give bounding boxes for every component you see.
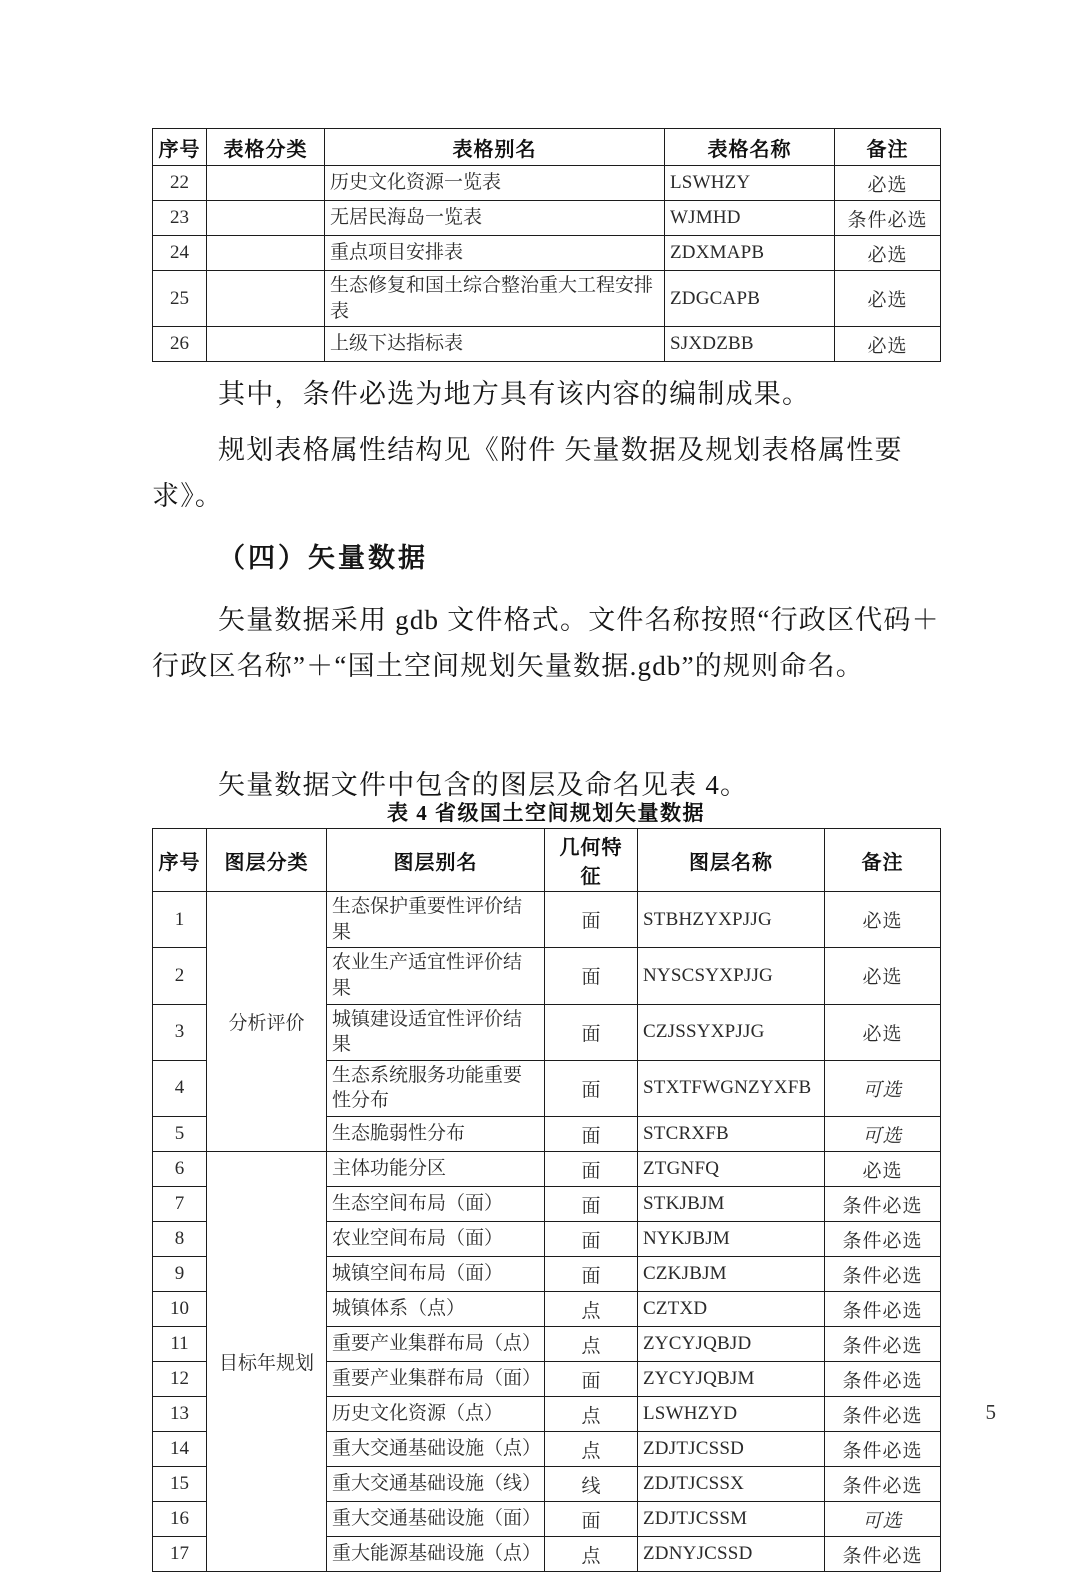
- cell-index: 17: [153, 1537, 207, 1572]
- cell-note: 条件必选: [825, 1537, 941, 1572]
- cell-index: 14: [153, 1432, 207, 1467]
- paragraph-layer-reference: 矢量数据文件中包含的图层及命名见表 4。: [218, 770, 749, 800]
- cell-layer-name: ZDJTJCSSX: [638, 1467, 825, 1502]
- cell-note: 可选: [825, 1502, 941, 1537]
- cell-note: 条件必选: [825, 1222, 941, 1257]
- cell-layer-name: WJMHD: [665, 201, 835, 236]
- table-vector-layers-caption: 表 4 省级国土空间规划矢量数据: [387, 801, 705, 825]
- cell-alias: 生态保护重要性评价结果: [327, 892, 545, 948]
- cell-layer-name: ZTGNFQ: [638, 1152, 825, 1187]
- cell-geometry: 点: [545, 1397, 638, 1432]
- cell-alias: 生态脆弱性分布: [327, 1117, 545, 1152]
- header-cell-index: 序号: [153, 829, 207, 892]
- table-spec-forms-body: [153, 129, 941, 362]
- cell-index: 26: [153, 327, 207, 362]
- cell-note: 条件必选: [825, 1187, 941, 1222]
- cell-note: 可选: [825, 1117, 941, 1152]
- header-cell-name: 表格名称: [665, 129, 835, 166]
- cell-index: 5: [153, 1117, 207, 1152]
- cell-index: 13: [153, 1397, 207, 1432]
- cell-note: 条件必选: [835, 201, 941, 236]
- header-cell-class: 图层分类: [207, 829, 327, 892]
- cell-class: [207, 271, 325, 327]
- cell-alias: 主体功能分区: [327, 1152, 545, 1187]
- header-cell-name: 图层名称: [638, 829, 825, 892]
- cell-alias: 重要产业集群布局（面）: [327, 1362, 545, 1397]
- cell-index: 16: [153, 1502, 207, 1537]
- cell-alias: 生态空间布局（面）: [327, 1187, 545, 1222]
- cell-alias: 城镇建设适宜性评价结果: [327, 1004, 545, 1060]
- cell-note: 必选: [825, 1004, 941, 1060]
- cell-note: 条件必选: [825, 1362, 941, 1397]
- table-row: [153, 327, 941, 362]
- cell-geometry: 面: [545, 1152, 638, 1187]
- cell-index: 10: [153, 1292, 207, 1327]
- cell-geometry: 面: [545, 1060, 638, 1116]
- cell-layer-name: NYSCSYXPJJG: [638, 948, 825, 1004]
- table-row: [153, 236, 941, 271]
- cell-layer-name: LSWHZY: [665, 166, 835, 201]
- cell-layer-name: STKJBJM: [638, 1187, 825, 1222]
- cell-index: 8: [153, 1222, 207, 1257]
- cell-geometry: 点: [545, 1537, 638, 1572]
- table-row: [153, 1152, 941, 1187]
- cell-geometry: 点: [545, 1432, 638, 1467]
- cell-index: 1: [153, 892, 207, 948]
- header-cell-class: 表格分类: [207, 129, 325, 166]
- cell-layer-name: ZDGCAPB: [665, 271, 835, 327]
- cell-layer-name: STCRXFB: [638, 1117, 825, 1152]
- cell-alias: 重大能源基础设施（点）: [327, 1537, 545, 1572]
- header-cell-note: 备注: [825, 829, 941, 892]
- cell-layer-name: ZDXMAPB: [665, 236, 835, 271]
- header-cell-geometry: 几何特征: [545, 829, 638, 892]
- cell-note: 条件必选: [825, 1432, 941, 1467]
- cell-geometry: 面: [545, 1502, 638, 1537]
- cell-layer-name: ZDJTJCSSM: [638, 1502, 825, 1537]
- cell-note: 条件必选: [825, 1467, 941, 1502]
- cell-alias: 重大交通基础设施（点）: [327, 1432, 545, 1467]
- cell-note: 必选: [835, 236, 941, 271]
- cell-layer-name: STBHZYXPJJG: [638, 892, 825, 948]
- cell-alias: 重大交通基础设施（线）: [327, 1467, 545, 1502]
- cell-note: 必选: [835, 271, 941, 327]
- cell-layer-name: CZKJBJM: [638, 1257, 825, 1292]
- cell-geometry: 面: [545, 1362, 638, 1397]
- cell-layer-category: 目标年规划: [207, 1152, 327, 1572]
- cell-alias: 生态修复和国土综合整治重大工程安排表: [325, 271, 665, 327]
- paragraph-attribute-reference: 规划表格属性结构见《附件 矢量数据及规划表格属性要求》。: [152, 435, 903, 512]
- cell-geometry: 面: [545, 1187, 638, 1222]
- table-spec-forms: [152, 128, 941, 362]
- cell-note: 条件必选: [825, 1292, 941, 1327]
- cell-alias: 重大交通基础设施（面）: [327, 1502, 545, 1537]
- cell-alias: 农业生产适宜性评价结果: [327, 948, 545, 1004]
- cell-note: 必选: [825, 1152, 941, 1187]
- cell-geometry: 面: [545, 892, 638, 948]
- cell-index: 6: [153, 1152, 207, 1187]
- cell-class: [207, 327, 325, 362]
- cell-index: 15: [153, 1467, 207, 1502]
- cell-layer-name: ZDNYJCSSD: [638, 1537, 825, 1572]
- cell-layer-name: SJXDZBB: [665, 327, 835, 362]
- cell-geometry: 面: [545, 1004, 638, 1060]
- cell-index: 12: [153, 1362, 207, 1397]
- cell-layer-category: 分析评价: [207, 892, 327, 1152]
- header-cell-note: 备注: [835, 129, 941, 166]
- cell-class: [207, 166, 325, 201]
- cell-geometry: 面: [545, 1257, 638, 1292]
- table-row: [153, 166, 941, 201]
- cell-layer-name: CZJSSYXPJJG: [638, 1004, 825, 1060]
- cell-index: 3: [153, 1004, 207, 1060]
- cell-alias: 上级下达指标表: [325, 327, 665, 362]
- cell-note: 必选: [835, 327, 941, 362]
- cell-note: 必选: [825, 948, 941, 1004]
- cell-layer-name: ZYCYJQBJD: [638, 1327, 825, 1362]
- cell-alias: 生态系统服务功能重要性分布: [327, 1060, 545, 1116]
- cell-note: 必选: [825, 892, 941, 948]
- page-number: 5: [985, 1400, 996, 1424]
- cell-layer-name: NYKJBJM: [638, 1222, 825, 1257]
- table-spec-forms-header-row: [153, 129, 941, 166]
- cell-class: [207, 201, 325, 236]
- cell-geometry: 面: [545, 1117, 638, 1152]
- cell-alias: 城镇空间布局（面）: [327, 1257, 545, 1292]
- cell-alias: 重要产业集群布局（点）: [327, 1327, 545, 1362]
- header-cell-alias: 图层别名: [327, 829, 545, 892]
- cell-alias: 历史文化资源一览表: [325, 166, 665, 201]
- cell-note: 可选: [825, 1060, 941, 1116]
- cell-index: 22: [153, 166, 207, 201]
- cell-index: 7: [153, 1187, 207, 1222]
- table-row: [153, 271, 941, 327]
- table-vector-layers-body: [153, 829, 941, 1572]
- cell-geometry: 线: [545, 1467, 638, 1502]
- table-row: [153, 892, 941, 948]
- cell-index: 24: [153, 236, 207, 271]
- cell-geometry: 面: [545, 1222, 638, 1257]
- cell-note: 条件必选: [825, 1397, 941, 1432]
- cell-note: 条件必选: [825, 1257, 941, 1292]
- cell-alias: 无居民海岛一览表: [325, 201, 665, 236]
- cell-index: 4: [153, 1060, 207, 1116]
- cell-layer-name: ZDJTJCSSD: [638, 1432, 825, 1467]
- table-vector-layers-header-row: [153, 829, 941, 892]
- cell-geometry: 面: [545, 948, 638, 1004]
- cell-layer-name: LSWHZYD: [638, 1397, 825, 1432]
- cell-geometry: 点: [545, 1292, 638, 1327]
- cell-index: 23: [153, 201, 207, 236]
- header-cell-index: 序号: [153, 129, 207, 166]
- cell-note: 必选: [835, 166, 941, 201]
- paragraph-condition-note: 其中，条件必选为地方具有该内容的编制成果。: [218, 379, 811, 409]
- cell-alias: 历史文化资源（点）: [327, 1397, 545, 1432]
- cell-layer-name: ZYCYJQBJM: [638, 1362, 825, 1397]
- paragraph-gdb-naming: 矢量数据采用 gdb 文件格式。文件名称按照“行政区代码＋行政区名称”＋“国土空间规划矢量数据.gdb”的规则命名。: [152, 605, 940, 682]
- cell-index: 9: [153, 1257, 207, 1292]
- cell-index: 2: [153, 948, 207, 1004]
- cell-layer-name: CZTXD: [638, 1292, 825, 1327]
- heading-section-four: （四）矢量数据: [218, 543, 428, 573]
- header-cell-alias: 表格别名: [325, 129, 665, 166]
- cell-index: 25: [153, 271, 207, 327]
- cell-class: [207, 236, 325, 271]
- cell-alias: 农业空间布局（面）: [327, 1222, 545, 1257]
- table-vector-layers: [152, 828, 941, 1572]
- cell-note: 条件必选: [825, 1327, 941, 1362]
- cell-alias: 重点项目安排表: [325, 236, 665, 271]
- cell-alias: 城镇体系（点）: [327, 1292, 545, 1327]
- cell-layer-name: STXTFWGNZYXFB: [638, 1060, 825, 1116]
- cell-index: 11: [153, 1327, 207, 1362]
- cell-geometry: 点: [545, 1327, 638, 1362]
- table-row: [153, 201, 941, 236]
